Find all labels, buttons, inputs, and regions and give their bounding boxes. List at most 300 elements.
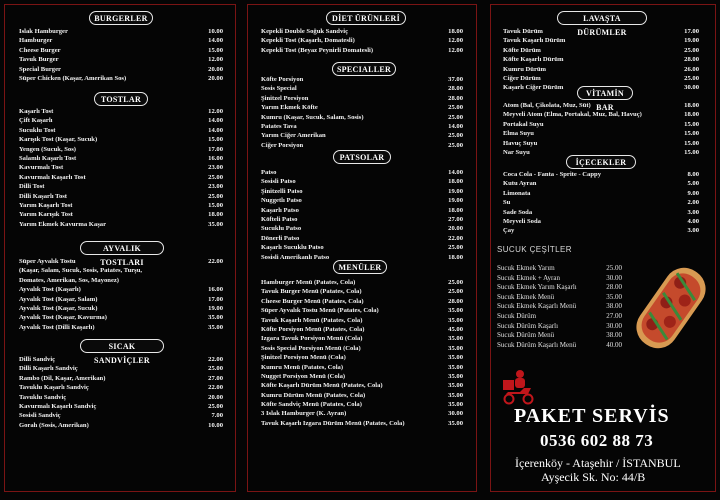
menu-item-name: Sosis Special Porsiyon Menü (Cola) [261,344,361,352]
menu-item-price: 35.00 [448,354,463,362]
menu-item-price: 20.00 [448,225,463,233]
menu-item-name: Dilli Kaşarlı Tost [19,192,67,200]
menu-item-name: Kepekli Tost (Beyaz Peynirli Domatesli) [261,46,374,54]
menu-item [503,189,699,198]
menu-item-price: 15.00 [208,46,223,54]
menu-item-name: Kaşarlı Ciğer Dürüm [503,84,564,92]
menu-item-price: 14.00 [208,117,223,125]
section-sicak [19,355,223,430]
menu-item-price: 3.00 [687,208,699,216]
menu-item-name: Sosisli Patso [261,178,296,186]
menu-item-price: 15.00 [208,136,223,144]
menu-item-price: 30.00 [684,84,699,92]
menu-item [261,243,463,252]
menu-item-price: 7.00 [211,412,223,420]
menu-item [19,313,223,322]
menu-item-price: 26.00 [684,65,699,73]
menu-item [497,274,622,284]
menu-item-price: 9.00 [687,189,699,197]
menu-item-price: 23.00 [208,183,223,191]
menu-item [261,141,463,150]
menu-item-price: 30.00 [606,273,622,282]
menu-item-name: Limonata [503,189,531,197]
menu-item-price: 4.00 [687,217,699,225]
menu-item [261,84,463,93]
menu-item [19,220,223,229]
menu-item-price: 45.00 [448,325,463,333]
menu-item-price: 18.00 [448,253,463,261]
menu-item [261,334,463,343]
menu-item-price: 19.00 [684,37,699,45]
menu-item-name: Nar Suyu [503,148,530,156]
menu-item-price: 22.00 [208,356,223,363]
menu-item [503,27,699,36]
menu-item-name: Şinitzelli Patso [261,187,303,195]
menu-item [261,297,463,306]
menu-item-price: 20.00 [208,65,223,73]
menu-item-name: Portakal Suyu [503,120,544,128]
menu-item [503,46,699,55]
section-diet [261,27,463,55]
menu-item-price: 28.00 [448,94,463,102]
menu-item-price: 25.00 [684,74,699,82]
menu-item [19,304,223,313]
menu-item-price: 5.00 [687,180,699,188]
menu-item-name: Patso [261,169,277,176]
menu-item-price: 16.00 [208,286,223,294]
menu-item-price: 27.00 [606,311,622,320]
menu-item-name: Süper Ayvalık Tostu Menü (Patates, Cola) [261,307,379,315]
menu-item-name: Ayvalık Tost (Kaşar, Kavurma) [19,314,107,322]
menu-item [261,113,463,122]
menu-item-price: 18.00 [448,28,463,35]
menu-item-price: 35.00 [448,307,463,315]
menu-item [19,126,223,135]
menu-item-name: Sucuk Ekmek Yarım [497,264,555,272]
menu-item-price: 14.00 [448,122,463,130]
menu-item-price: 18.00 [684,111,699,119]
menu-item-price: 25.00 [208,192,223,200]
menu-item [261,177,463,186]
menu-item-price: 35.00 [208,220,223,228]
menu-item [503,74,699,83]
menu-item-price: 35.00 [448,335,463,343]
menu-item-name: Cheese Burger [19,46,61,54]
section-header-diet: DİET ÜRÜNLERİ [326,11,406,25]
menu-item [261,187,463,196]
menu-item [503,65,699,74]
menu-item-price: 30.00 [606,321,622,330]
section-tostlar [19,107,223,229]
menu-item [261,122,463,131]
menu-item-name: Meyveli Atom (Elma, Portakal, Muz, Bal, Havuç) [503,111,642,119]
courier-scooter-icon [500,368,536,406]
menu-item-price: 18.00 [208,211,223,219]
menu-item [503,170,699,179]
menu-item [503,179,699,188]
menu-item-price: 10.00 [208,28,223,35]
section-menuler [261,278,463,428]
menu-item [261,363,463,372]
menu-item [19,323,223,332]
menu-item-name: Tavuk Burger [19,56,59,64]
menu-item-name: Sucuk Dürüm Kaşarlı Menü [497,340,577,349]
menu-item [19,355,223,364]
phone-number[interactable]: 0536 602 88 73 [540,431,654,450]
menu-item-price: 17.00 [208,295,223,303]
menu-item-name: Sucuk Ekmek Yarım Kaşarlı [497,283,577,292]
menu-item-price: 14.00 [448,169,463,176]
menu-item-name: Nugget Porsiyon Menü (Cola) [261,372,346,380]
menu-item [261,419,463,428]
menu-item [19,421,223,430]
menu-item-name: Rambo (Dil, Kaşar, Amerikan) [19,374,106,382]
menu-item [503,55,699,64]
menu-item [503,110,699,119]
menu-item [19,374,223,383]
menu-item [503,129,699,138]
menu-item [19,364,223,373]
menu-item-price: 25.00 [208,365,223,373]
menu-item-price: 25.00 [606,264,622,272]
menu-item-name: Gorah (Sosis, Amerikan) [19,421,89,429]
menu-item-name: Havuç Suyu [503,139,538,147]
menu-item [19,27,223,36]
menu-item-price: 28.00 [606,283,622,292]
menu-item-name: Süper Chicken (Kaşar, Amerikan Sos) [19,74,127,82]
menu-item-name: Hamburger [19,37,53,45]
menu-item-price: 15.00 [684,148,699,156]
menu-item-price: 19.00 [448,187,463,195]
menu-item [19,182,223,191]
menu-item-name: Meyveli Soda [503,217,541,225]
menu-item-name: Sucuk Dürüm Kaşarlı [497,321,559,330]
menu-item-name: Sucuk Ekmek Menü [497,292,555,301]
section-header-icecekler: İÇECEKLER [566,155,636,169]
section-header-sicak: SICAK SANDVİÇLER [80,339,164,353]
menu-item-price: 22.00 [448,234,463,242]
menu-item-price: 25.00 [448,113,463,121]
menu-item [19,116,223,125]
menu-item-name: Kumru Dürüm [503,65,547,73]
menu-item-name: Ciğer Porsiyon [261,141,304,149]
menu-item-name: Elma Suyu [503,130,534,138]
menu-item-name: Tavuk Kaşarlı Dürüm [503,37,566,45]
menu-item [261,224,463,233]
menu-item-name: (Kaşar, Salam, Sucuk, Sosis, Patates, Turşu, [19,267,143,275]
menu-item-name: Cheese Burger Menü (Patates, Cola) [261,297,364,305]
menu-item-name: Kaşarlı Sucuklu Patso [261,244,324,252]
menu-item [19,402,223,411]
menu-item-price: 38.00 [606,331,622,340]
menu-item-name: Nuggetlı Patso [261,197,302,205]
menu-item-name: Tavuk Dürüm [503,28,543,35]
menu-item-name: Dilli Kaşarlı Sandviç [19,365,78,373]
menu-item [261,287,463,296]
section-header-menuler: MENÜLER [333,260,387,274]
menu-item-price: 38.00 [606,302,622,311]
menu-item-price: 35.00 [448,401,463,409]
menu-item-name: Yarım Karışık Tost [19,211,73,219]
menu-item-price: 28.00 [448,85,463,93]
menu-item [261,103,463,112]
menu-item-price: 8.00 [687,171,699,178]
section-sucuk [497,264,622,350]
menu-item-price: 35.00 [448,419,463,427]
menu-item-name: Sucuk Ekmek + Ayran [497,273,560,282]
menu-item [497,283,622,293]
menu-item [19,201,223,210]
menu-item-name: Special Burger [19,65,61,73]
menu-item [261,325,463,334]
menu-item-price: 17.00 [208,145,223,153]
menu-item [503,226,699,235]
menu-item-name: Ayvalık Tost (Kaşarlı) [19,286,81,294]
menu-item [261,316,463,325]
menu-item [19,173,223,182]
address-line-1: İçerenköy - Ataşehir / İSTANBUL [515,456,681,470]
menu-item [261,131,463,140]
menu-item [497,264,622,274]
menu-item-name: Dilli Tost [19,183,45,191]
menu-item-price: 12.00 [448,37,463,45]
menu-item [261,391,463,400]
sucuk-sandwich-image [634,262,708,354]
menu-item [261,168,463,177]
menu-item-price: 28.00 [684,56,699,64]
menu-item [503,101,699,110]
menu-item-name: Hamburger Menü (Patates, Cola) [261,279,356,286]
menu-item-name: Kumru Menü (Patates, Cola) [261,363,344,371]
menu-item [503,217,699,226]
menu-item [497,331,622,341]
address-line-2: Ayşecik Sk. No: 44/B [541,470,646,484]
menu-item [19,210,223,219]
section-burgerler [19,27,223,83]
menu-item [503,208,699,217]
menu-item [19,411,223,420]
section-icecekler [503,170,699,236]
menu-item-name: Sucuklu Tost [19,126,56,134]
menu-item [19,36,223,45]
menu-item-price: 23.00 [208,164,223,172]
menu-item-price: 35.00 [448,316,463,324]
menu-item [19,154,223,163]
menu-item [19,383,223,392]
menu-item [19,46,223,55]
menu-item-name: Sucuklu Patso [261,225,302,233]
menu-item [19,257,223,266]
menu-item-name: Kumru Dürüm Menü (Patates, Cola) [261,391,366,399]
menu-item-price: 12.00 [208,56,223,64]
menu-item-name: Sosis Special [261,85,297,93]
menu-item-price: 27.00 [208,374,223,382]
menu-item-name: Sucuk Ekmek Kaşarlı Menü [497,302,577,311]
menu-item-price: 15.00 [684,130,699,138]
menu-item-name: Dönerli Patso [261,234,300,242]
section-header-sucuk: SUCUK ÇEŞİTLER [497,245,572,254]
menu-item [261,372,463,381]
menu-item-price: 25.00 [448,132,463,140]
menu-item-price: 40.00 [606,340,622,349]
menu-item [503,36,699,45]
menu-item-name: Köfte Dürüm [503,46,541,54]
menu-item-price: 15.00 [684,120,699,128]
menu-item-name: Kutu Ayran [503,180,537,188]
menu-item [261,75,463,84]
menu-item-name: Çay [503,227,515,235]
section-header-ayvalik: AYVALIK TOSTLARI [80,241,164,255]
menu-item [261,46,463,55]
menu-item-name: Kavurmalı Kaşarlı Sandviç [19,402,97,410]
menu-item [19,295,223,304]
menu-item-name: Köfteli Patso [261,215,298,223]
menu-item-name: Kavurmalı Kaşarlı Tost [19,173,86,181]
menu-item [503,120,699,129]
menu-item-name: Şinitzel Porsiyon [261,94,309,102]
menu-item-name: Tavuk Kaşarlı Izgara Dürüm Menü (Patates, Cola) [261,419,405,427]
menu-item [261,196,463,205]
menu-item-name: Kaşarlı Tost [19,108,54,115]
menu-item [503,139,699,148]
menu-item-price: 20.00 [208,74,223,82]
menu-item-name: Ayvalık Tost (Dilli Kaşarlı) [19,323,95,331]
menu-item-name: Yarım Ekmek Köfte [261,104,318,112]
menu-item-name: Kavurmalı Tost [19,164,64,172]
menu-item-name: Süper Ayvalık Tostu [19,258,76,265]
menu-item-name: Karışık Tost (Kaşar, Sucuk) [19,136,98,144]
menu-item [261,306,463,315]
section-header-specialler: SPECIALLER [332,62,396,76]
menu-item [261,344,463,353]
menu-item-name: Islak Hamburger [19,28,68,35]
menu-item [503,198,699,207]
menu-item-price: 18.00 [448,206,463,214]
menu-item-price: 2.00 [687,199,699,207]
menu-item-name: Çift Kaşarlı [19,117,53,125]
menu-item [19,163,223,172]
menu-item-price: 18.00 [448,178,463,186]
menu-item [19,393,223,402]
menu-item-price: 35.00 [208,314,223,322]
menu-item-price: 25.00 [448,141,463,149]
menu-item-price: 35.00 [448,372,463,380]
menu-item-name: Sucuk Dürüm [497,311,537,320]
delivery-service-title: PAKET SERVİS [514,405,670,427]
menu-item-name: Köfte Sandviç Menü (Patates, Cola) [261,401,362,409]
menu-item-name: Yarım Ciğer Amerikan [261,132,326,140]
section-header-burgerler: BURGERLER [89,11,153,25]
menu-item-name: Domates, Amerikan, Sos, Mayonez) [19,276,119,284]
menu-item-name: Sosisli Amerikanlı Patso [261,253,330,261]
menu-item [497,302,622,312]
menu-item-name: Köfte Kaşarlı Dürüm Menü (Patates, Cola) [261,382,383,390]
menu-item-name: Tavuk Kaşarlı Menü (Patates, Cola) [261,316,363,324]
menu-item-price: 35.00 [448,391,463,399]
menu-item-price: 25.00 [448,279,463,286]
section-specialler [261,75,463,150]
menu-item [19,107,223,116]
menu-item-name: Salamlı Kaşarlı Tost [19,154,77,162]
menu-item [261,278,463,287]
menu-item-name: Tavuklu Kaşarlı Sandviç [19,384,89,392]
section-ayvalik [19,257,223,332]
menu-item-name: Köfte Porsiyon Menü (Patates, Cola) [261,325,365,333]
menu-item-name: Ayvalık Tost (Kaşar, Salam) [19,295,98,303]
menu-item-price: 12.00 [448,46,463,54]
menu-item [261,36,463,45]
menu-item-name: Yarım Ekmek Kavurma Kaşar [19,220,106,228]
menu-item-name: Sade Soda [503,208,533,216]
menu-item-name: Ciğer Dürüm [503,74,541,82]
menu-item-price: 22.00 [208,384,223,392]
menu-item [19,65,223,74]
menu-item [261,215,463,224]
menu-item-price: 25.00 [448,104,463,112]
menu-item-price: 15.00 [684,139,699,147]
menu-item-price: 22.00 [208,258,223,265]
menu-item-name: Yengen (Sucuk, Sos) [19,145,76,153]
menu-item-name: Coca Cola - Fanta - Sprite - Cappy [503,171,601,178]
menu-item [497,322,622,332]
section-vitamin [503,101,699,157]
menu-item-price: 25.00 [448,288,463,296]
menu-item-name: Şinitzel Porsiyon Menü (Cola) [261,354,346,362]
menu-item [19,266,223,275]
menu-item-name: Kaşarlı Patso [261,206,299,214]
menu-item-name: Patates Tava [261,122,297,130]
menu-item-price: 12.00 [208,108,223,115]
menu-item-price: 14.00 [208,126,223,134]
menu-item-price: 19.00 [208,304,223,312]
menu-item [19,55,223,64]
menu-item-price: 35.00 [208,323,223,331]
menu-item [19,285,223,294]
menu-item-price: 14.00 [208,37,223,45]
menu-item-price: 35.00 [448,344,463,352]
menu-item [261,27,463,36]
menu-item-price: 37.00 [448,76,463,83]
menu-item-name: Dilli Sandviç [19,356,56,363]
menu-item-name: Tavuklu Sandviç [19,393,67,401]
menu-item-name: 3 Islak Hamburger (K. Ayran) [261,410,347,418]
menu-item [261,234,463,243]
menu-item-price: 28.00 [448,297,463,305]
menu-item-price: 25.00 [208,402,223,410]
menu-item-price: 20.00 [208,393,223,401]
menu-item [497,341,622,351]
menu-item [19,145,223,154]
menu-item-name: Izgara Tavuk Porsiyon Menü (Cola) [261,335,363,343]
menu-item-name: Kepekli Double Soğuk Sandviç [261,28,349,35]
menu-item [19,135,223,144]
menu-item-name: Ayvalık Tost (Kaşar, Sucuk) [19,304,98,312]
section-header-vitamin: VİTAMİN BAR [577,86,633,100]
menu-item-price: 19.00 [448,197,463,205]
section-header-tostlar: TOSTLAR [94,92,148,106]
menu-item-name: Sosisli Sandviç [19,412,61,420]
section-lavasta [503,27,699,93]
menu-item-price: 15.00 [208,201,223,209]
menu-item-name: Atom (Bal, Çikolata, Muz, Süt) [503,102,591,109]
section-patsolar [261,168,463,262]
menu-item-price: 25.00 [448,244,463,252]
menu-item [497,312,622,322]
menu-item-price: 17.00 [684,28,699,35]
menu-item-name: Tavuk Burger Menü (Patates, Cola) [261,288,362,296]
menu-item [19,192,223,201]
menu-item-price: 35.00 [448,363,463,371]
